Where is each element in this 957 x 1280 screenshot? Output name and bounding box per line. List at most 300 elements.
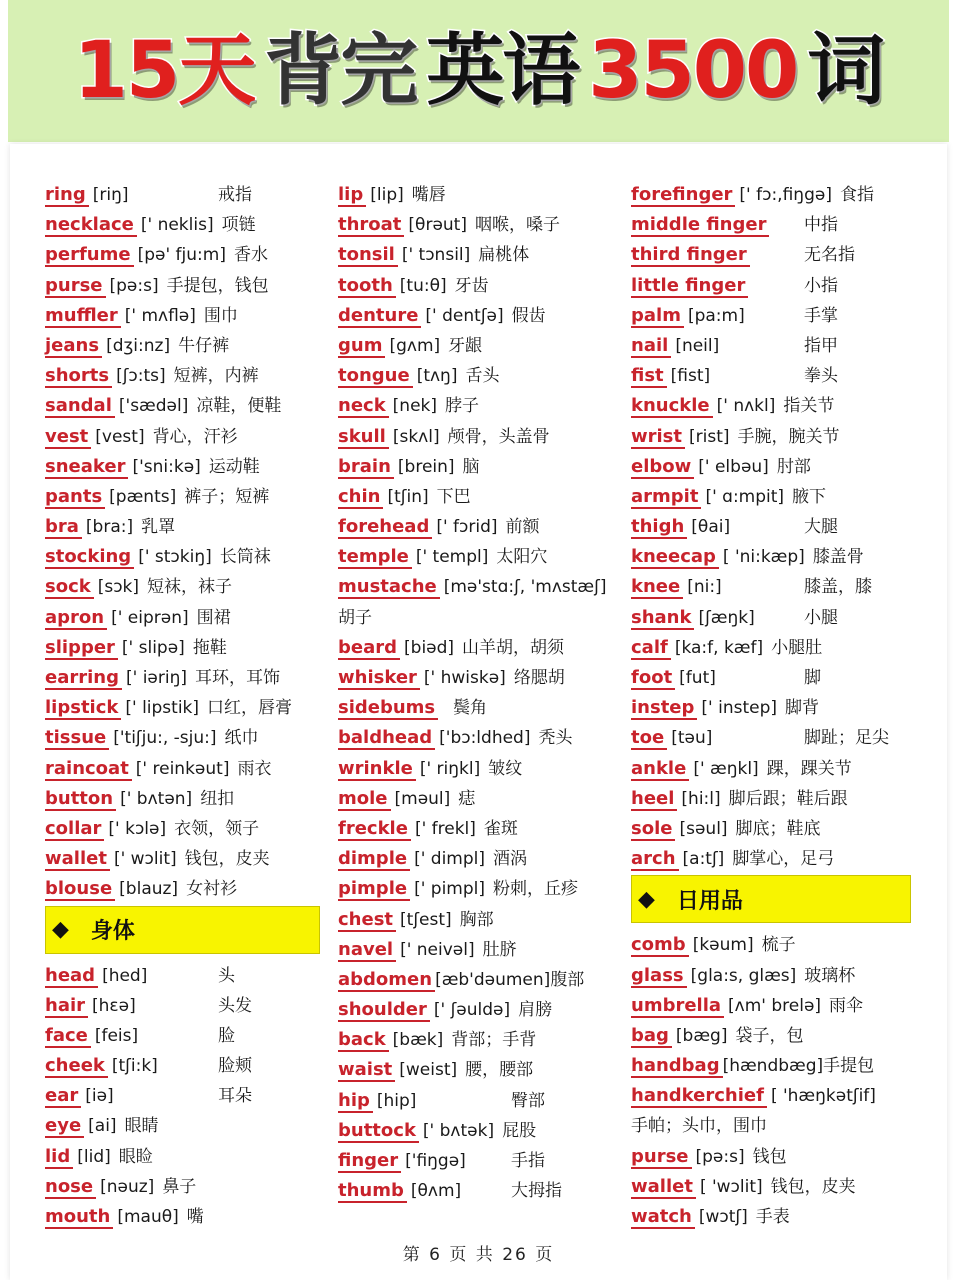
phonetic: [' lipstik] — [125, 698, 200, 719]
section-title: 日用品 — [676, 888, 743, 914]
chinese-meaning: 脸 — [218, 1025, 235, 1046]
english-word: stocking — [45, 547, 134, 569]
phonetic: [' neklis] — [140, 215, 214, 236]
vocab-entry — [338, 663, 618, 693]
vocab-entry — [338, 422, 618, 452]
vocab-entry — [631, 1142, 911, 1172]
chinese-meaning: 纽扣 — [200, 788, 235, 809]
english-word: neck — [338, 396, 389, 418]
vocab-entry — [631, 210, 911, 240]
chinese-meaning: 太阳穴 — [496, 547, 548, 568]
phonetic: [gʌm] — [389, 335, 441, 356]
vocab-entry — [45, 271, 320, 301]
vocab-entry — [45, 1021, 320, 1051]
english-word: head — [45, 966, 98, 988]
chinese-meaning: 络腮胡 — [513, 668, 565, 688]
vocab-entry — [631, 1172, 911, 1202]
vocab-entry — [45, 1111, 320, 1141]
vocab-entry — [631, 512, 911, 542]
vocab-entry — [338, 542, 618, 572]
english-word: mouth — [45, 1207, 113, 1229]
vocab-entry — [45, 784, 320, 814]
english-word: nose — [45, 1177, 96, 1199]
phonetic: [' æŋkl] — [693, 758, 759, 779]
phonetic: [pænts] — [109, 486, 177, 507]
english-word: buttock — [338, 1121, 419, 1143]
phonetic: [' dimpl] — [414, 849, 486, 870]
english-word: ear — [45, 1086, 81, 1108]
chinese-meaning: 凉鞋，便鞋 — [196, 396, 282, 417]
chinese-meaning: 头发 — [218, 995, 252, 1016]
english-word: waist — [338, 1060, 395, 1082]
vocab-entry — [45, 874, 320, 904]
vocab-entry — [338, 905, 618, 935]
vocab-entry — [338, 1146, 618, 1176]
chinese-meaning: 胸部 — [459, 909, 494, 930]
chinese-meaning: 嘴唇 — [411, 185, 446, 205]
vocab-entry — [338, 1025, 618, 1055]
english-word: collar — [45, 819, 104, 841]
chinese-meaning: 背心，汗衫 — [152, 426, 238, 447]
phonetic: [' bʌtək] — [422, 1120, 495, 1141]
vocab-entry — [338, 995, 618, 1025]
vocab-entry — [45, 1142, 320, 1172]
english-word: ring — [45, 185, 89, 207]
english-word: button — [45, 789, 116, 811]
phonetic: [' iəriŋ] — [125, 668, 187, 688]
chinese-meaning: 脖子 — [445, 396, 480, 417]
english-word: tongue — [338, 366, 413, 388]
chinese-meaning: 肘部 — [776, 456, 811, 477]
english-word: knuckle — [631, 396, 713, 418]
phonetic: [' wɔlit] — [113, 849, 177, 870]
section-title: 身体 — [90, 919, 135, 944]
phonetic: [θʌm] — [410, 1181, 462, 1202]
phonetic: [θai] — [691, 517, 731, 538]
chinese-meaning: 耳环，耳饰 — [195, 668, 280, 688]
chinese-meaning: 梳子 — [761, 935, 796, 956]
title-part-5: 词 — [807, 26, 884, 116]
phonetic: [a:tʃ] — [682, 849, 725, 870]
english-word: sandal — [45, 396, 115, 418]
english-word: bag — [631, 1026, 672, 1048]
phonetic: [' nʌkl] — [716, 396, 776, 417]
vocab-entry — [631, 542, 911, 572]
chinese-meaning: 拳头 — [804, 366, 838, 387]
english-word: lipstick — [45, 698, 121, 720]
english-word: temple — [338, 547, 412, 569]
vocab-entry — [631, 814, 911, 844]
vocab-entry — [338, 361, 618, 391]
english-word: pimple — [338, 879, 410, 901]
chinese-meaning: 手提包 — [823, 1056, 875, 1077]
chinese-meaning: 头 — [218, 965, 235, 986]
vocab-entry — [338, 210, 618, 240]
vocab-entry — [338, 814, 618, 844]
english-word: umbrella — [631, 996, 724, 1018]
phonetic: [mauθ] — [117, 1207, 179, 1227]
vocab-entry — [631, 1111, 911, 1141]
phonetic: [' ɑ:mpit] — [705, 486, 785, 507]
phonetic: ['sædəl] — [118, 396, 189, 417]
section-header — [631, 875, 911, 923]
vocab-entry — [631, 422, 911, 452]
vocab-entry — [631, 723, 911, 753]
chinese-meaning: 拖鞋 — [192, 637, 227, 658]
phonetic: [tʃi:k] — [111, 1056, 158, 1077]
english-word: forefinger — [631, 185, 735, 207]
phonetic: [' hwiskə] — [423, 668, 506, 688]
vocab-entry — [45, 1081, 320, 1111]
phonetic: [' fɔrid] — [436, 517, 498, 538]
english-word: hair — [45, 996, 88, 1018]
english-word: shank — [631, 608, 694, 630]
vocab-entry — [45, 991, 320, 1021]
phonetic: [tu:θ] — [399, 275, 447, 296]
meaning-continuation: 胡子 — [338, 607, 372, 628]
english-word: denture — [338, 306, 421, 328]
phonetic: [' frekl] — [414, 818, 476, 839]
vocab-entry — [631, 844, 911, 874]
phonetic: [' slipə] — [121, 637, 185, 658]
chinese-meaning: 鼻子 — [162, 1176, 197, 1197]
chinese-meaning: 脸颊 — [218, 1056, 252, 1077]
chinese-meaning: 前额 — [505, 517, 540, 538]
vocab-entry — [338, 512, 618, 542]
english-word: handkerchief — [631, 1086, 767, 1108]
english-word: chin — [338, 487, 383, 509]
english-word: wallet — [45, 849, 110, 871]
phonetic: [' neivəl] — [400, 939, 475, 960]
phonetic: [fist] — [670, 366, 711, 387]
vocab-entry — [631, 331, 911, 361]
phonetic: [pə:s] — [695, 1146, 745, 1167]
phonetic: [ai] — [88, 1116, 117, 1137]
chinese-meaning: 脚背 — [785, 698, 820, 719]
chinese-meaning: 项链 — [221, 215, 256, 236]
chinese-meaning: 膝盖，膝 — [804, 577, 872, 598]
vocab-entry — [45, 723, 320, 753]
english-word: instep — [631, 698, 697, 720]
phonetic: [' riŋkl] — [419, 758, 481, 779]
title-part-2: 背完 — [264, 26, 417, 116]
phonetic: [bæk] — [392, 1030, 444, 1051]
vocab-entry — [631, 391, 911, 421]
english-word: jeans — [45, 336, 102, 358]
phonetic: ['fiŋgə] — [405, 1151, 466, 1171]
english-word: kneecap — [631, 547, 719, 569]
phonetic: [ni:] — [687, 577, 722, 598]
english-word: lip — [338, 185, 366, 207]
english-word: glass — [631, 966, 687, 988]
chinese-meaning: 中指 — [804, 215, 838, 236]
phonetic: [' reinkəut] — [135, 758, 230, 779]
chinese-meaning: 痣 — [458, 788, 476, 809]
chinese-meaning: 腰，腰部 — [465, 1060, 534, 1081]
chinese-meaning: 脚底；鞋底 — [735, 818, 821, 839]
english-word: lid — [45, 1147, 73, 1169]
phonetic: [ʃɔ:ts] — [116, 366, 166, 387]
phonetic: [ka:f, kæf] — [674, 637, 764, 658]
vocab-entry — [631, 663, 911, 693]
english-word: slipper — [45, 638, 118, 660]
english-word: watch — [631, 1207, 695, 1229]
phonetic: [riŋ] — [92, 185, 129, 205]
phonetic: [biəd] — [404, 637, 455, 658]
vocab-entry — [45, 301, 320, 331]
vocab-entry — [45, 754, 320, 784]
english-word: vest — [45, 427, 91, 449]
english-word: eye — [45, 1116, 84, 1138]
phonetic: [hændbæg] — [722, 1056, 824, 1077]
english-word: chest — [338, 910, 396, 932]
english-word: wrist — [631, 427, 685, 449]
english-word: navel — [338, 940, 396, 962]
vocab-entry — [338, 391, 618, 421]
chinese-meaning: 牛仔裤 — [178, 335, 230, 356]
english-word: thumb — [338, 1181, 407, 1203]
english-word: back — [338, 1030, 389, 1052]
vocab-entry — [338, 693, 618, 723]
english-word: sneaker — [45, 457, 128, 479]
chinese-meaning: 手表 — [755, 1207, 790, 1227]
vocab-column-3 — [631, 180, 911, 1232]
vocab-entry — [338, 572, 618, 602]
phonetic: [nəuz] — [100, 1176, 155, 1197]
vocab-entry — [338, 301, 618, 331]
english-word: abdomen — [338, 970, 435, 992]
vocab-entry — [338, 844, 618, 874]
chinese-meaning: 袋子，包 — [735, 1025, 804, 1046]
vocab-entry — [631, 603, 911, 633]
vocab-entry — [631, 633, 911, 663]
vocab-column-2 — [338, 180, 618, 1206]
vocab-entry — [45, 210, 320, 240]
english-word: mole — [338, 789, 391, 811]
chinese-meaning: 食指 — [839, 185, 874, 205]
english-word: beard — [338, 638, 400, 660]
chinese-meaning: 戒指 — [218, 185, 252, 205]
chinese-meaning: 女衬衫 — [186, 879, 238, 900]
page-number: 第 6 页 共 26 页 — [402, 1245, 555, 1265]
english-word: throat — [338, 215, 404, 237]
english-word: whisker — [338, 668, 420, 690]
chinese-meaning: 钱包，皮夹 — [184, 849, 270, 870]
chinese-meaning: 屁股 — [502, 1120, 537, 1141]
vocab-entry — [631, 240, 911, 270]
phonetic: [' stɔkiŋ] — [138, 547, 212, 568]
english-word: shorts — [45, 366, 112, 388]
chinese-meaning: 手指 — [511, 1151, 545, 1171]
phonetic: [' dentʃə] — [425, 305, 504, 326]
phonetic: [' fɔ:,fiŋgə] — [739, 185, 832, 205]
english-word: necklace — [45, 215, 137, 237]
vocab-entry — [45, 180, 320, 210]
phonetic: [ 'hæŋkətʃif] — [770, 1086, 876, 1107]
chinese-meaning: 扁桃体 — [478, 245, 530, 266]
chinese-meaning: 手掌 — [804, 305, 838, 326]
meaning-continuation: 手帕；头巾，围巾 — [631, 1116, 767, 1137]
vocab-entry — [45, 663, 320, 693]
vocab-entry — [338, 1086, 618, 1116]
vocab-entry — [631, 1202, 911, 1232]
phonetic: [gla:s, glæs] — [690, 965, 797, 986]
vocab-entry — [631, 1021, 911, 1051]
vocab-entry — [631, 961, 911, 991]
phonetic: [bæg] — [675, 1025, 728, 1046]
chinese-meaning: 小腿 — [804, 607, 838, 628]
chinese-meaning: 小指 — [804, 275, 838, 296]
vocab-entry — [338, 874, 618, 904]
chinese-meaning: 围巾 — [203, 305, 238, 326]
phonetic: [hi:l] — [681, 788, 721, 809]
english-word: arch — [631, 849, 679, 871]
english-word: third finger — [631, 245, 750, 267]
vocab-entry — [631, 930, 911, 960]
vocab-entry — [631, 572, 911, 602]
english-word: pants — [45, 487, 105, 509]
vocab-entry — [338, 633, 618, 663]
vocab-entry — [338, 180, 618, 210]
phonetic: [θrəut] — [408, 215, 467, 236]
chinese-meaning: 脚 — [804, 668, 821, 688]
chinese-meaning: 脚趾；足尖 — [804, 728, 889, 749]
vocab-entry — [338, 754, 618, 784]
vocab-entry — [631, 271, 911, 301]
chinese-meaning: 无名指 — [804, 245, 855, 266]
vocab-entry — [338, 935, 618, 965]
chinese-meaning: 香水 — [233, 245, 268, 266]
chinese-meaning: 背部；手背 — [451, 1030, 537, 1051]
vocab-entry — [338, 965, 618, 995]
english-word: foot — [631, 668, 675, 690]
chinese-meaning: 玻璃杯 — [804, 965, 856, 986]
phonetic: [pə' fju:m] — [137, 245, 226, 266]
chinese-meaning: 臀部 — [511, 1090, 545, 1111]
english-word: purse — [45, 276, 106, 298]
vocab-entry — [631, 180, 911, 210]
phonetic: [tʌŋ] — [416, 366, 458, 387]
phonetic: [sɔk] — [97, 577, 140, 598]
english-word: mustache — [338, 577, 440, 599]
english-word: heel — [631, 789, 677, 811]
phonetic: [' pimpl] — [414, 879, 486, 900]
chinese-meaning: 大腿 — [804, 517, 838, 538]
chinese-meaning: 裤子；短裤 — [184, 486, 270, 507]
phonetic: [təu] — [671, 728, 713, 749]
english-word: fist — [631, 366, 667, 388]
english-word: cheek — [45, 1056, 108, 1078]
phonetic: [rist] — [689, 426, 730, 447]
phonetic: [blauz] — [119, 879, 179, 900]
english-word: forehead — [338, 517, 432, 539]
vocab-entry — [45, 961, 320, 991]
chinese-meaning: 雨衣 — [237, 758, 272, 779]
vocab-entry — [45, 603, 320, 633]
vocab-entry — [631, 482, 911, 512]
vocab-entry — [338, 603, 618, 633]
vocab-entry — [338, 452, 618, 482]
title-banner — [8, 0, 949, 142]
vocab-entry — [45, 693, 320, 723]
title-part-3: 英语 — [426, 26, 579, 116]
phonetic: [lid] — [77, 1146, 111, 1167]
chinese-meaning: 秃头 — [538, 728, 573, 749]
english-word: raincoat — [45, 759, 132, 781]
vocab-entry — [631, 754, 911, 784]
english-word: wrinkle — [338, 759, 416, 781]
english-word: gum — [338, 336, 385, 358]
chinese-meaning: 肚脐 — [482, 939, 517, 960]
phonetic: [ 'wɔlit] — [699, 1176, 763, 1197]
chinese-meaning: 短袜，袜子 — [147, 577, 233, 598]
chinese-meaning: 肩膀 — [518, 1000, 553, 1021]
chinese-meaning: 山羊胡，胡须 — [462, 637, 565, 658]
phonetic: [iə] — [85, 1086, 114, 1107]
english-word: middle finger — [631, 215, 769, 237]
english-word: skull — [338, 427, 389, 449]
chinese-meaning: 下巴 — [436, 486, 471, 507]
vocab-entry — [45, 542, 320, 572]
phonetic: [feis] — [94, 1025, 139, 1046]
english-word: toe — [631, 728, 667, 750]
vocab-entry — [45, 331, 320, 361]
english-word: tooth — [338, 276, 396, 298]
phonetic: [æb'dəumen] — [435, 969, 551, 990]
english-word: armpit — [631, 487, 701, 509]
vocab-entry — [338, 723, 618, 753]
vocab-entry — [45, 482, 320, 512]
vocab-entry — [45, 1202, 320, 1232]
vocab-entry — [631, 784, 911, 814]
vocab-entry — [631, 1081, 911, 1111]
english-word: sock — [45, 577, 94, 599]
phonetic: [' elbəu] — [698, 456, 769, 477]
vocab-entry — [631, 1051, 911, 1081]
english-word: elbow — [631, 457, 694, 479]
chinese-meaning: 脚后跟；鞋后跟 — [728, 788, 848, 809]
phonetic: [' templ] — [415, 547, 489, 568]
english-word: brain — [338, 457, 394, 479]
phonetic: [' ʃəuldə] — [433, 1000, 511, 1021]
chinese-meaning: 大拇指 — [511, 1181, 562, 1202]
vocab-entry — [631, 991, 911, 1021]
vocab-entry — [45, 391, 320, 421]
vocab-entry — [45, 633, 320, 663]
english-word: earring — [45, 668, 122, 690]
chinese-meaning: 嘴 — [186, 1207, 204, 1227]
chinese-meaning: 腋下 — [792, 486, 827, 507]
chinese-meaning: 假齿 — [511, 305, 546, 326]
diamond-bullet-icon: ◆ — [638, 886, 655, 912]
vocab-entry — [338, 1176, 618, 1206]
section-header — [45, 906, 320, 954]
chinese-meaning: 手提包，钱包 — [166, 275, 269, 296]
english-word: palm — [631, 306, 684, 328]
vocab-entry — [45, 572, 320, 602]
vocab-entry — [338, 240, 618, 270]
vocab-entry — [338, 271, 618, 301]
chinese-meaning: 舌头 — [465, 366, 500, 387]
chinese-meaning: 小腿肚 — [771, 637, 823, 658]
chinese-meaning: 颅骨，头盖骨 — [447, 426, 550, 447]
english-word: wallet — [631, 1177, 696, 1199]
phonetic: ['sni:kə] — [132, 456, 201, 477]
phonetic: ['bɔ:ldhed] — [439, 728, 531, 749]
chinese-meaning: 酒涡 — [493, 849, 528, 870]
chinese-meaning: 雀斑 — [483, 818, 518, 839]
phonetic: [' tɔnsil] — [401, 245, 471, 266]
